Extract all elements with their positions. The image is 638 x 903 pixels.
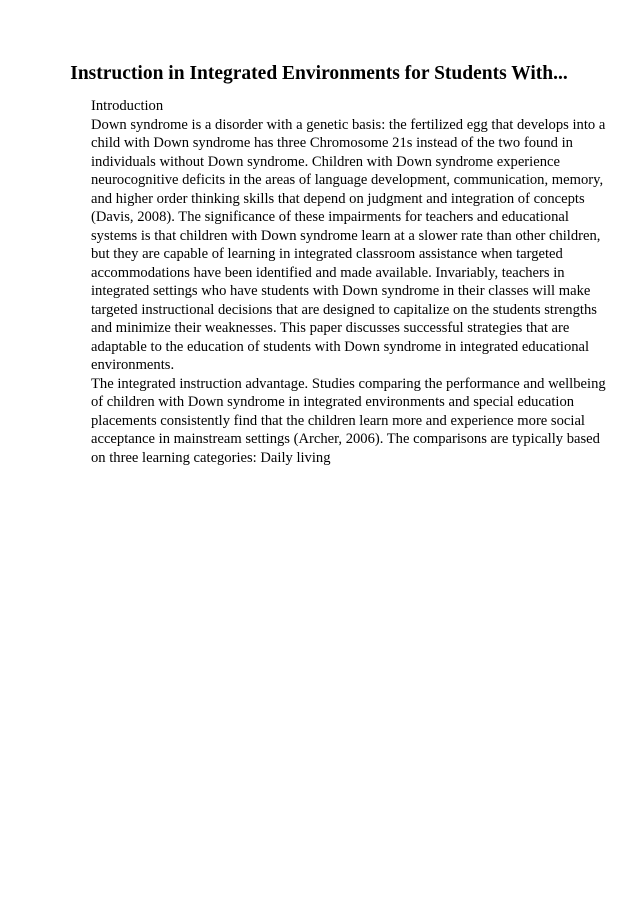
paragraph-down-syndrome-overview: Down syndrome is a disorder with a genetic basis: the fertilized egg that develops into a child with Down syndrome has three Chromosome 21s instead of the two found in individuals without Down syndrome. Children with Down syndrome experience neurocognitive deficits in the areas of language development, communication, memory, and higher order thinking skills that depend on judgment and integration of concepts (Davis, 2008). The significance of these impairments for teachers and educational systems is that children with Down syndrome learn at a slower rate than other children, but they are capable of learning in integrated classroom assistance when targeted accommodations have been identified and made available. Invariably, teachers in integrated settings who have students with Down syndrome in their classes will make targeted instructional decisions that are designed to capitalize on the students strengths and minimize their weaknesses. This paper discusses successful strategies that are adaptable to the education of students with Down syndrome in integrated educational environments.: [91, 116, 606, 373]
paragraph-integrated-instruction-advantage: The integrated instruction advantage. Studies comparing the performance and wellbeing of children with Down syndrome in integrated environments and special education placements consistently find that the children learn more and experience more social acceptance in mainstream settings (Archer, 2006). The comparisons are typically based on three learning categories: Daily living: [91, 375, 606, 466]
document-body: [91, 97, 611, 467]
section-heading-introduction: Introduction: [91, 98, 164, 114]
document-title: Instruction in Integrated Environments for Students With...: [70, 63, 568, 84]
